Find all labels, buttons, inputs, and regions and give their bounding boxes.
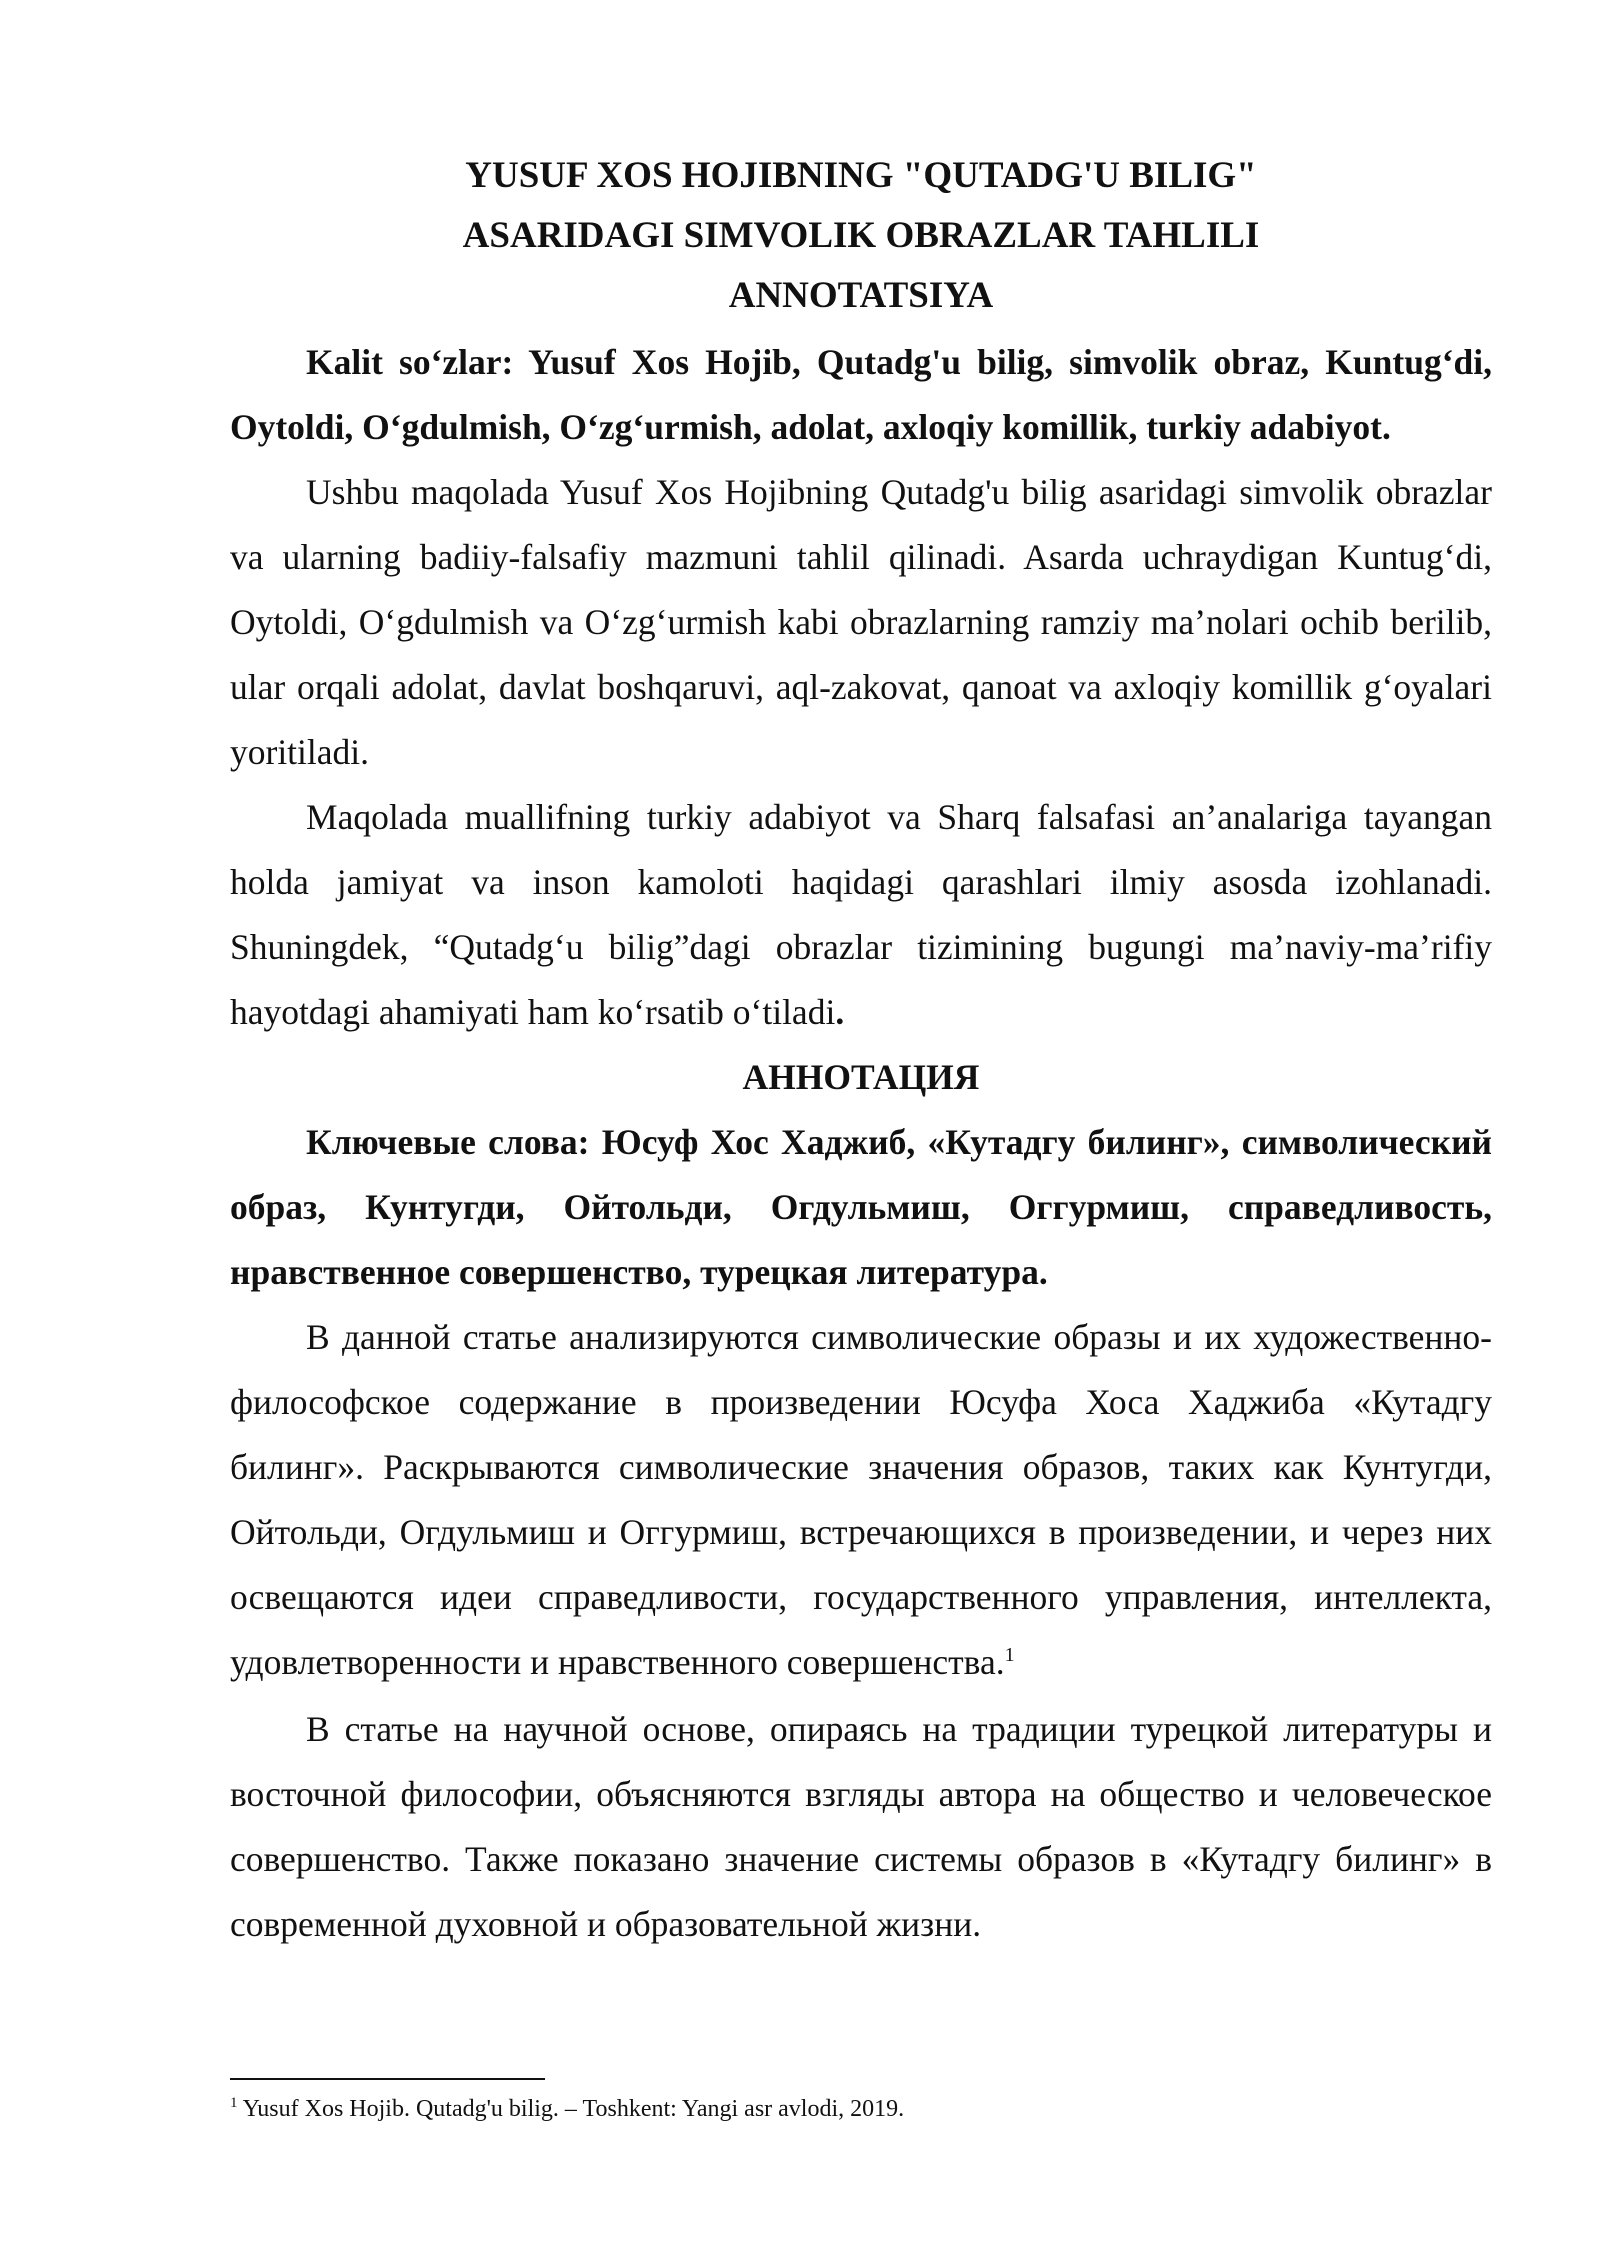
footnote-number: 1 xyxy=(230,2095,238,2111)
keywords-ru: Ключевые слова: Юсуф Хос Хаджиб, «Кутадгу билинг», символический образ, Кунтугди, Ойтольди, Огдульмиш, Оггурмиш, справедливость, нравственное совершенство, турецкая литература. xyxy=(230,1122,1492,1292)
annotation-uz-paragraph-2-text: Maqolada muallifning turkiy adabiyot va Sharq falsafasi an’analariga tayangan holda jamiyat va inson kamoloti haqidagi qarashlari ilmiy asosda izohlanadi. Shuningdek, “Qutadg‘u bilig”dagi obrazlar tizimining bugungi ma’naviy-ma’rifiy hayotdagi ahamiyati ham ko‘rsatib o‘tiladi xyxy=(230,797,1492,1032)
article-title-line-2: ASARIDAGI SIMVOLIK OBRAZLAR TAHLILI xyxy=(462,215,1260,256)
annotation-heading-uz: ANNOTATSIYA xyxy=(728,275,994,316)
annotation-ru-paragraph-1-text: В данной статье анализируются символические образы и их художественно-философское содержание в произведении Юсуфа Хоса Хаджиба «Кутадгу билинг». Раскрываются символические значения образов, таких как Кунтугди, Ойтольди, Огдульмиш и Оггурмиш, встречающихся в произведении, и через них освещаются идеи справедливости, государственного управления, интеллекта, удовлетворенности и нравственного совершенства. xyxy=(230,1317,1492,1682)
footnote-separator xyxy=(230,2078,545,2080)
annotation-uz-paragraph-1: Ushbu maqolada Yusuf Xos Hojibning Qutadg'u bilig asaridagi simvolik obrazlar va ularning badiiy-falsafiy mazmuni tahlil qilinadi. Asarda uchraydigan Kuntug‘di, Oytoldi, O‘gdulmish va O‘zg‘urmish kabi obrazlarning ramziy ma’nolari ochib berilib, ular orqali adolat, davlat boshqaruvi, aql-zakovat, qanoat va axloqiy komillik g‘oyalari yoritiladi. xyxy=(230,472,1492,772)
annotation-heading-ru: АННОТАЦИЯ xyxy=(742,1057,980,1097)
footnote-reference[interactable]: 1 xyxy=(1004,1644,1015,1667)
footnote xyxy=(230,2094,1492,2124)
page-content xyxy=(230,146,1492,1957)
article-title-line-1: YUSUF XOS HOJIBNING "QUTADG'U BILIG" xyxy=(465,155,1257,196)
annotation-ru-paragraph-2: В статье на научной основе, опираясь на традиции турецкой литературы и восточной философии, объясняются взгляды автора на общество и человеческое совершенство. Также показано значение системы образов в «Кутадгу билинг» в современной духовной и образовательной жизни. xyxy=(230,1709,1492,1944)
annotation-ru-paragraph-1 xyxy=(230,1305,1492,1695)
annotation-uz-paragraph-2 xyxy=(230,785,1492,1045)
keywords-uz: Kalit so‘zlar: Yusuf Xos Hojib, Qutadg'u bilig, simvolik obraz, Kuntug‘di, Oytoldi, O‘gdulmish, O‘zg‘urmish, adolat, axloqiy komillik, turkiy adabiyot. xyxy=(230,342,1492,447)
annotation-uz-paragraph-2-end: . xyxy=(835,992,845,1032)
footnote-text: Yusuf Xos Hojib. Qutadg'u bilig. – Toshkent: Yangi asr avlodi, 2019. xyxy=(237,2096,905,2122)
